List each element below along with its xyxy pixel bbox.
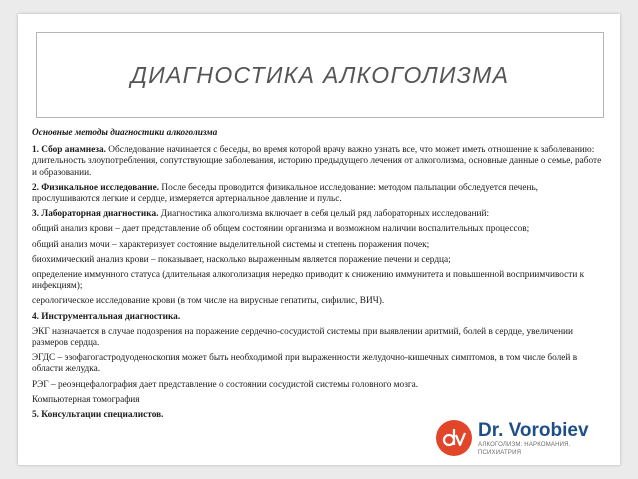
lab-line: определение иммунного статуса (длительная алкоголизация нередко приводит к снижению иммунитета и повышенной восприимчивости к инфекциям); xyxy=(32,270,585,292)
item-physical-head: 2. Физикальное исследование. xyxy=(32,182,160,193)
item-instrumental-head: 4. Инструментальная диагностика. xyxy=(32,311,181,322)
logo-mark-icon xyxy=(436,420,472,456)
item-anamnesis-text: Обследование начинается с беседы, во время которой врачу важно узнать все, что может иметь отношение к заболеванию: длительность злоупотребления, сопутствующие заболевания, историю предыдущего лечения от алкоголизма, основные данные о семье, работе и образовании. xyxy=(32,145,602,178)
dv-monogram-icon xyxy=(441,427,467,449)
slide-content xyxy=(32,128,604,425)
item-instrumental xyxy=(32,312,604,323)
item-lab xyxy=(32,209,604,220)
item-lab-text: Диагностика алкоголизма включает в себя целый ряд лабораторных исследований: xyxy=(158,209,490,220)
instrumental-line: Компьютерная томография xyxy=(32,394,140,405)
lab-line: серологическое исследование крови (в том числе на вирусные гепатиты, сифилис, ВИЧ). xyxy=(32,296,385,307)
logo-text xyxy=(478,420,614,457)
lab-line: общий анализ мочи – характеризует состояние выделительной системы и степень поражения почек; xyxy=(32,239,430,250)
dr-vorobiev-logo xyxy=(436,416,614,460)
section-subtitle: Основные методы диагностики алкоголизма xyxy=(32,128,218,138)
logo-tagline: АЛКОГОЛИЗМ. НАРКОМАНИЯ. ПСИХИАТРИЯ xyxy=(478,441,571,456)
logo-brand: Dr. Vorobiev xyxy=(478,419,589,441)
item-anamnesis xyxy=(32,145,604,179)
slide-title: ДИАГНОСТИКА АЛКОГОЛИЗМА xyxy=(130,61,510,88)
item-consultations-head: 5. Консультации специалистов. xyxy=(32,410,164,421)
item-anamnesis-head: 1. Сбор анамнеза. xyxy=(32,145,106,156)
lab-line: биохимический анализ крови – показывает, насколько выраженным является поражение печени и сердца; xyxy=(32,254,451,265)
lab-line: общий анализ крови – дает представление об общем состоянии организма и возможном наличии воспалительных процессов; xyxy=(32,224,530,235)
item-physical-text: После беседы проводится физикальное исследование: методом пальпации обследуется печень, прослушиваются легкие и сердце, измеряется артериальное давление и пульс. xyxy=(32,182,539,205)
item-physical xyxy=(32,183,604,205)
title-frame xyxy=(36,32,604,118)
item-lab-head: 3. Лабораторная диагностика. xyxy=(32,209,159,220)
instrumental-line: ЭКГ назначается в случае подозрения на поражение сердечно-сосудистой системы при выявлении аритмий, болей в сердце, увеличении размеров сердца. xyxy=(32,326,573,349)
slide xyxy=(18,14,620,465)
instrumental-line: РЭГ – реоэнцефалография дает представление о состоянии сосудистой системы головного мозга. xyxy=(32,379,419,390)
instrumental-line: ЭГДС – эзофагогастродуоденоскопия может быть необходимой при выраженности желудочно-кишечных симптомов, в том числе болей в области желудка. xyxy=(32,353,578,375)
